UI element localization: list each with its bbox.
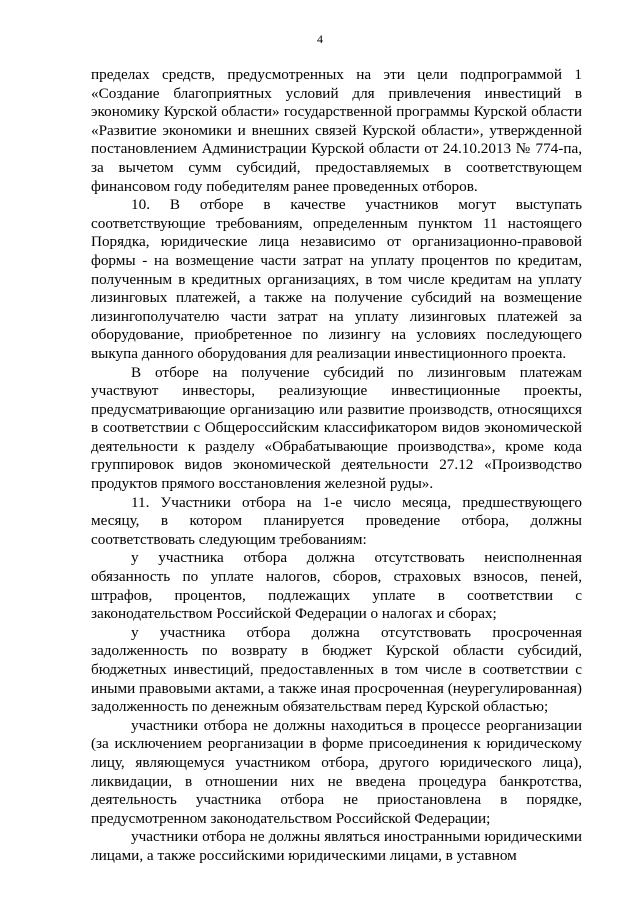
paragraph-item-10: 10. В отборе в качестве участников могут выступать соответствующие требованиям, определенным пунктом 11 настоящего Порядка, юридические лица независимо от организационно-правовой формы - на возмещение части затрат на уплату процентов по кредитам, полученным в кредитных организациях, в том числе кредитам на уплату лизинговых платежей, а также на получение субсидий на возмещение лизингополучателю части затрат на уплату лизинговых платежей за оборудование, приобретенное по лизингу на условиях последующего выкупа данного оборудования для реализации инвестиционного проекта. bbox=[91, 196, 582, 362]
paragraph-tax-obligations: у участника отбора должна отсутствовать неисполненная обязанность по уплате налогов, сборов, страховых взносов, пеней, штрафов, процентов, подлежащих уплате в соответствии с законодательством Российской Федерации о налогах и сборах; bbox=[91, 549, 582, 623]
paragraph-leasing-participants: В отборе на получение субсидий по лизинговым платежам участвуют инвесторы, реализующие инвестиционные проекты, предусматривающие организацию или развитие производств, относящихся в соответствии с Общероссийским классификатором видов экономической деятельности к разделу «Обрабатывающие производства», кроме кода группировок видов экономической деятельности 27.12 «Производство продуктов прямого восстановления железной руды». bbox=[91, 363, 582, 493]
paragraph-foreign-entities: участники отбора не должны являться иностранными юридическими лицами, а также российскими юридическими лицами, в уставном bbox=[91, 828, 582, 864]
paragraph-item-11: 11. Участники отбора на 1-е число месяца, предшествующего месяцу, в котором планируется проведение отбора, должны соответствовать следующим требованиям: bbox=[91, 493, 582, 548]
paragraph-reorganization: участники отбора не должны находиться в процессе реорганизации (за исключением реорганизации в форме присоединения к юридическому лицу, являющемуся участником отбора, другого юридического лица), ликвидации, в отношении них не введена процедура банкротства, деятельность участника отбора не приостановлена в порядке, предусмотренном законодательством Российской Федерации; bbox=[91, 716, 582, 827]
page-number: 4 bbox=[317, 32, 323, 46]
document-body bbox=[91, 66, 582, 866]
paragraph-funding-limits: пределах средств, предусмотренных на эти цели подпрограммой 1 «Создание благоприятных условий для привлечения инвестиций в экономику Курской области» государственной программы Курской области «Развитие экономики и внешних связей Курской области», утвержденной постановлением Администрации Курской области от 24.10.2013 № 774-па, за вычетом сумм субсидий, предоставляемых в соответствующем финансовом году победителям ранее проведенных отборов. bbox=[91, 66, 582, 195]
paragraph-overdue-debt: у участника отбора должна отсутствовать просроченная задолженность по возврату в бюджет Курской области субсидий, бюджетных инвестиций, предоставленных в том числе в соответствии с иными правовыми актами, а также иная просроченная (неурегулированная) задолженность по денежным обязательствам перед Курской областью; bbox=[91, 623, 582, 716]
